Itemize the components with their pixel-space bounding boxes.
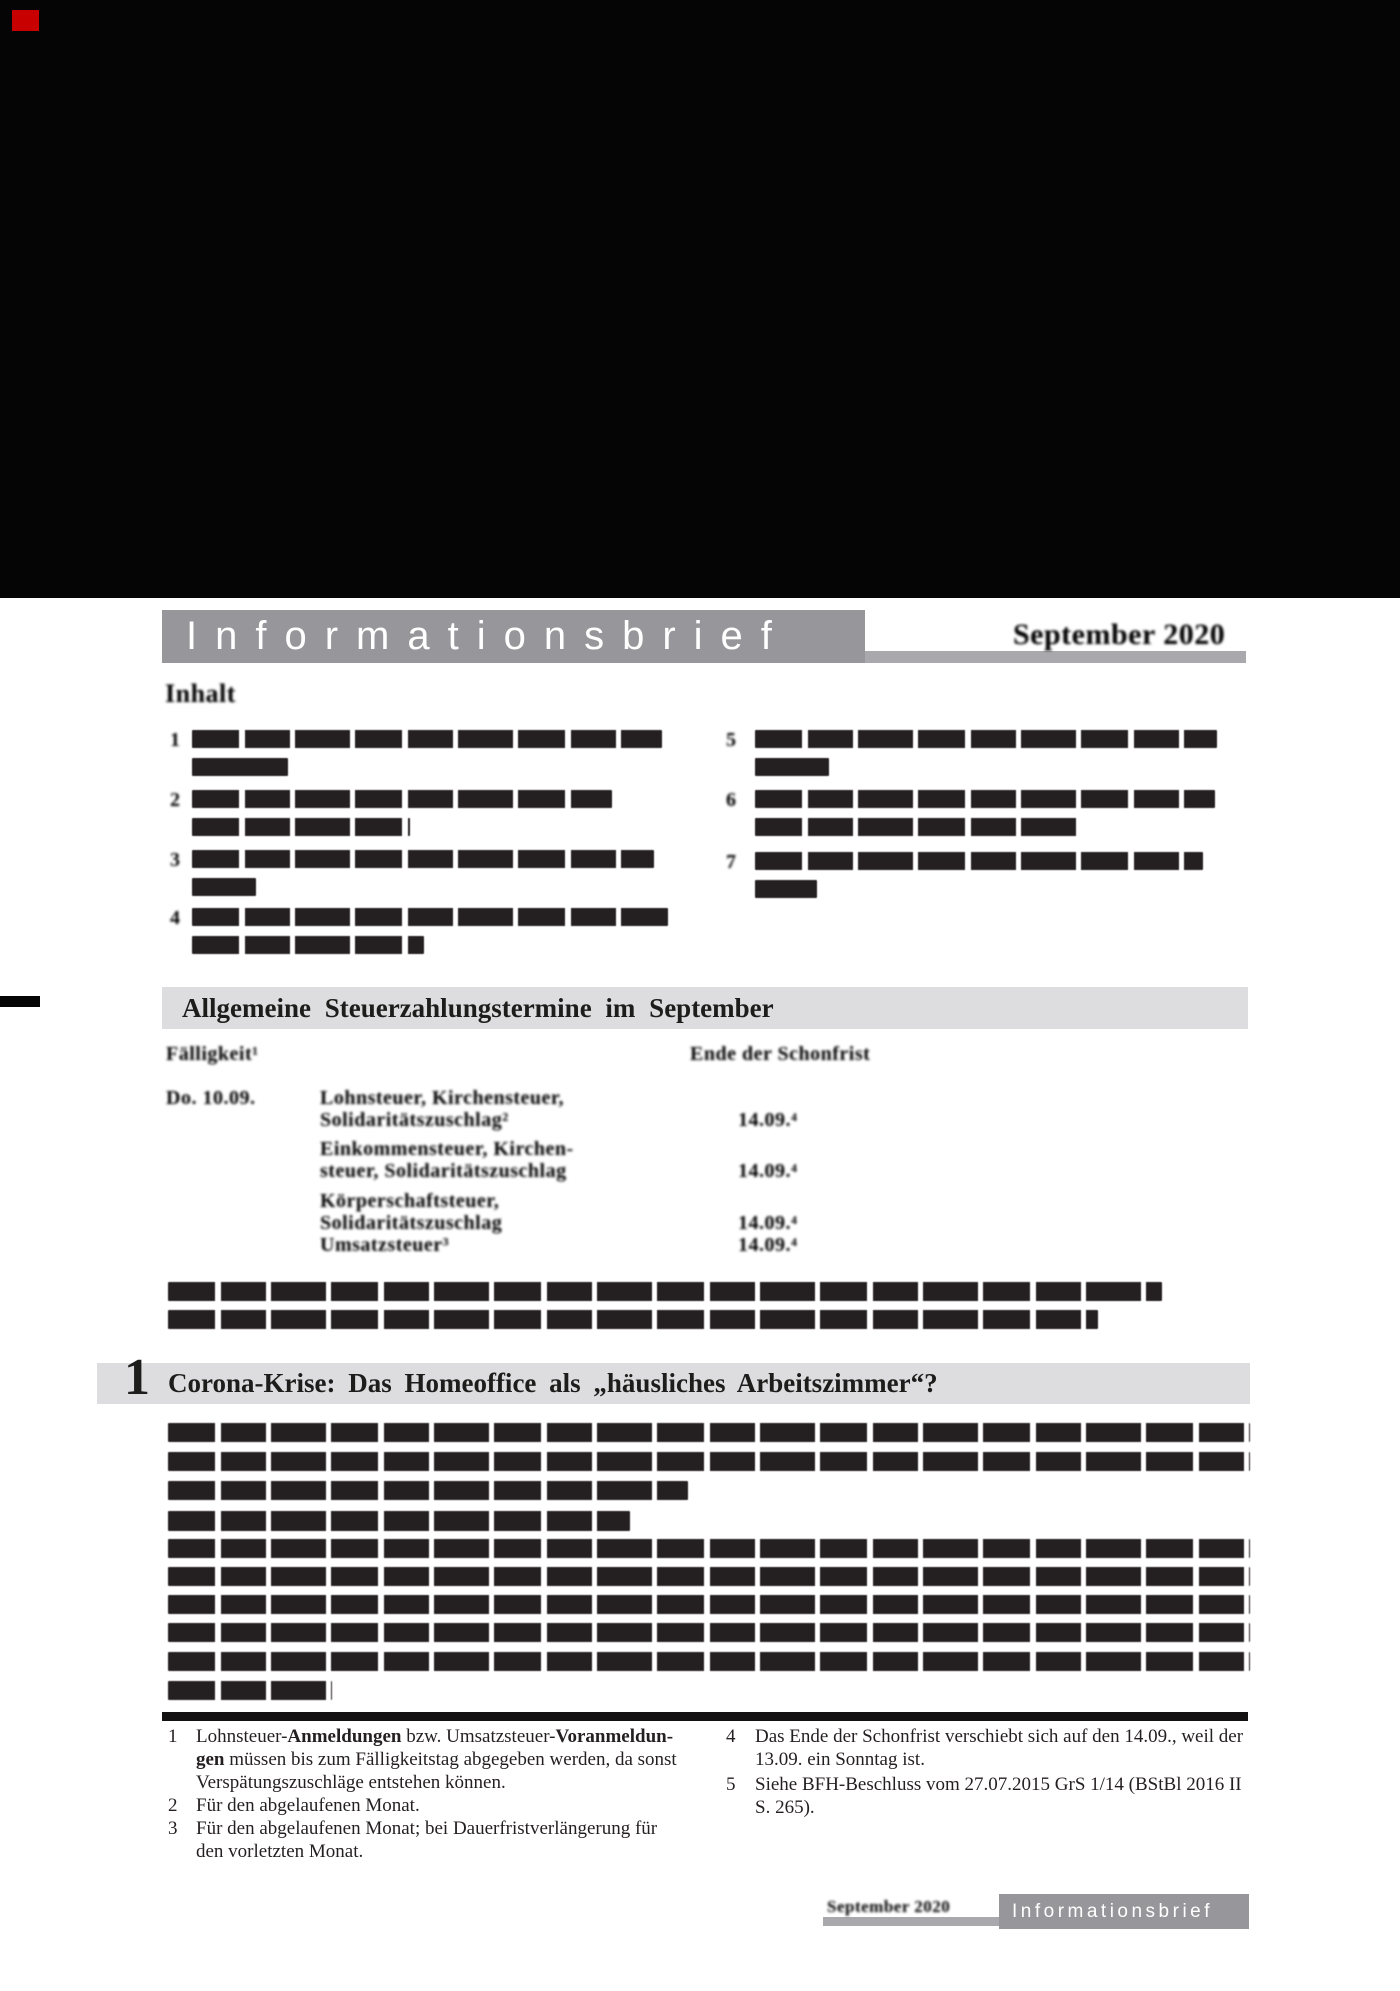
redacted-text-line <box>168 1539 1250 1558</box>
table-col-due: Fälligkeit¹ <box>166 1043 259 1065</box>
redacted-text-line <box>168 1652 1250 1671</box>
footer-masthead-title: Informationsbrief <box>1012 1900 1214 1922</box>
toc-num-4: 4 <box>170 907 181 929</box>
section-1-title: Corona-Krise: Das Homeoffice als „häusliches Arbeitszimmer“? <box>168 1368 938 1398</box>
redacted-text-line <box>755 758 829 776</box>
redacted-text-line <box>192 818 410 836</box>
redacted-text-line <box>168 1310 1098 1329</box>
redacted-text-line <box>168 1595 1250 1614</box>
redacted-text-line <box>168 1623 1250 1642</box>
toc-num-5: 5 <box>726 729 737 751</box>
toc-heading: Inhalt <box>165 679 236 708</box>
fn-3-line-1: Für den abgelaufenen Monat; bei Dauerfristverlängerung für <box>196 1818 658 1839</box>
fn-1-line-3: Verspätungszuschläge entstehen können. <box>196 1772 506 1793</box>
redacted-text-line <box>192 850 654 868</box>
footer-banner <box>999 1894 1249 1929</box>
footnote-separator-rule <box>162 1712 1248 1721</box>
redacted-text-line <box>168 1423 1250 1442</box>
left-margin-tick <box>0 996 40 1007</box>
table-col-grace: Ende der Schonfrist <box>690 1043 871 1065</box>
fn-5-num: 5 <box>726 1774 736 1795</box>
fn-4-line-1: Das Ende der Schonfrist verschiebt sich auf den 14.09., weil der <box>755 1726 1244 1747</box>
tax-table-section-title: Allgemeine Steuerzahlungstermine im September <box>182 992 774 1023</box>
toc-num-2: 2 <box>170 789 181 811</box>
fn-2-num: 2 <box>168 1795 178 1816</box>
redacted-text-line <box>755 790 1215 808</box>
table-due-date: Do. 10.09. <box>166 1087 256 1109</box>
fn-4-line-2: 13.09. ein Sonntag ist. <box>755 1749 925 1770</box>
redacted-text-line <box>168 1567 1250 1586</box>
redacted-text-line <box>168 1681 332 1700</box>
tax-line-2a: Einkommensteuer, Kirchen- <box>320 1138 574 1160</box>
toc-num-6: 6 <box>726 789 737 811</box>
fn-1-line-2: gen müssen bis zum Fälligkeitstag abgegeben werden, da sonst <box>196 1749 677 1770</box>
header-issue-date: September 2020 <box>1013 618 1226 651</box>
redacted-text-line <box>192 878 256 896</box>
section-1-bar <box>97 1363 1250 1404</box>
redacted-text-line <box>168 1511 630 1531</box>
masthead-black-block <box>0 0 1400 598</box>
redacted-text-line <box>168 1481 688 1500</box>
tax-line-1b: Solidaritätszuschlag² <box>320 1109 509 1131</box>
redacted-text-line <box>168 1452 1250 1471</box>
grace-date-2: 14.09.⁴ <box>738 1160 798 1182</box>
redacted-text-line <box>192 730 662 748</box>
fn-1-num: 1 <box>168 1726 178 1747</box>
masthead-banner <box>162 610 865 663</box>
redacted-text-line <box>755 818 1077 836</box>
toc-num-7: 7 <box>726 851 737 873</box>
redacted-text-line <box>168 1282 1162 1301</box>
redacted-text-line <box>755 730 1217 748</box>
grace-date-3: 14.09.⁴ <box>738 1212 798 1234</box>
redacted-text-line <box>192 936 424 954</box>
fn-5-line-1: Siehe BFH-Beschluss vom 27.07.2015 GrS 1/14 (BStBl 2016 II <box>755 1774 1242 1795</box>
tax-line-3b: Solidaritätszuschlag <box>320 1212 503 1234</box>
toc-num-1: 1 <box>170 729 181 751</box>
grace-date-4: 14.09.⁴ <box>738 1234 798 1256</box>
fn-3-num: 3 <box>168 1818 178 1839</box>
redacted-text-line <box>192 908 668 926</box>
section-1-number: 1 <box>124 1349 150 1406</box>
redacted-text-line <box>755 852 1203 870</box>
footer-issue-date: September 2020 <box>827 1897 951 1916</box>
fn-3-line-2: den vorletzten Monat. <box>196 1841 364 1862</box>
tax-table-section-bar <box>162 987 1248 1029</box>
tax-line-2b: steuer, Solidaritätszuschlag <box>320 1160 567 1182</box>
masthead-banner-strip <box>865 651 1246 663</box>
fn-1-line-1: Lohnsteuer-Anmeldungen bzw. Umsatzsteuer-Voranmeldun- <box>196 1726 674 1747</box>
tax-line-1a: Lohnsteuer, Kirchensteuer, <box>320 1087 564 1109</box>
fn-5-line-2: S. 265). <box>755 1797 815 1818</box>
fn-2-line-1: Für den abgelaufenen Monat. <box>196 1795 420 1816</box>
toc-num-3: 3 <box>170 849 181 871</box>
redacted-text-line <box>192 790 612 808</box>
fn-4-num: 4 <box>726 1726 736 1747</box>
grace-date-1: 14.09.⁴ <box>738 1109 798 1131</box>
red-corner-mark <box>12 10 39 31</box>
redacted-text-line <box>192 758 288 776</box>
redacted-text-line <box>755 880 817 898</box>
tax-line-4: Umsatzsteuer³ <box>320 1234 450 1256</box>
masthead-title: Informationsbrief <box>186 614 790 658</box>
tax-line-3a: Körperschaftsteuer, <box>320 1190 500 1212</box>
